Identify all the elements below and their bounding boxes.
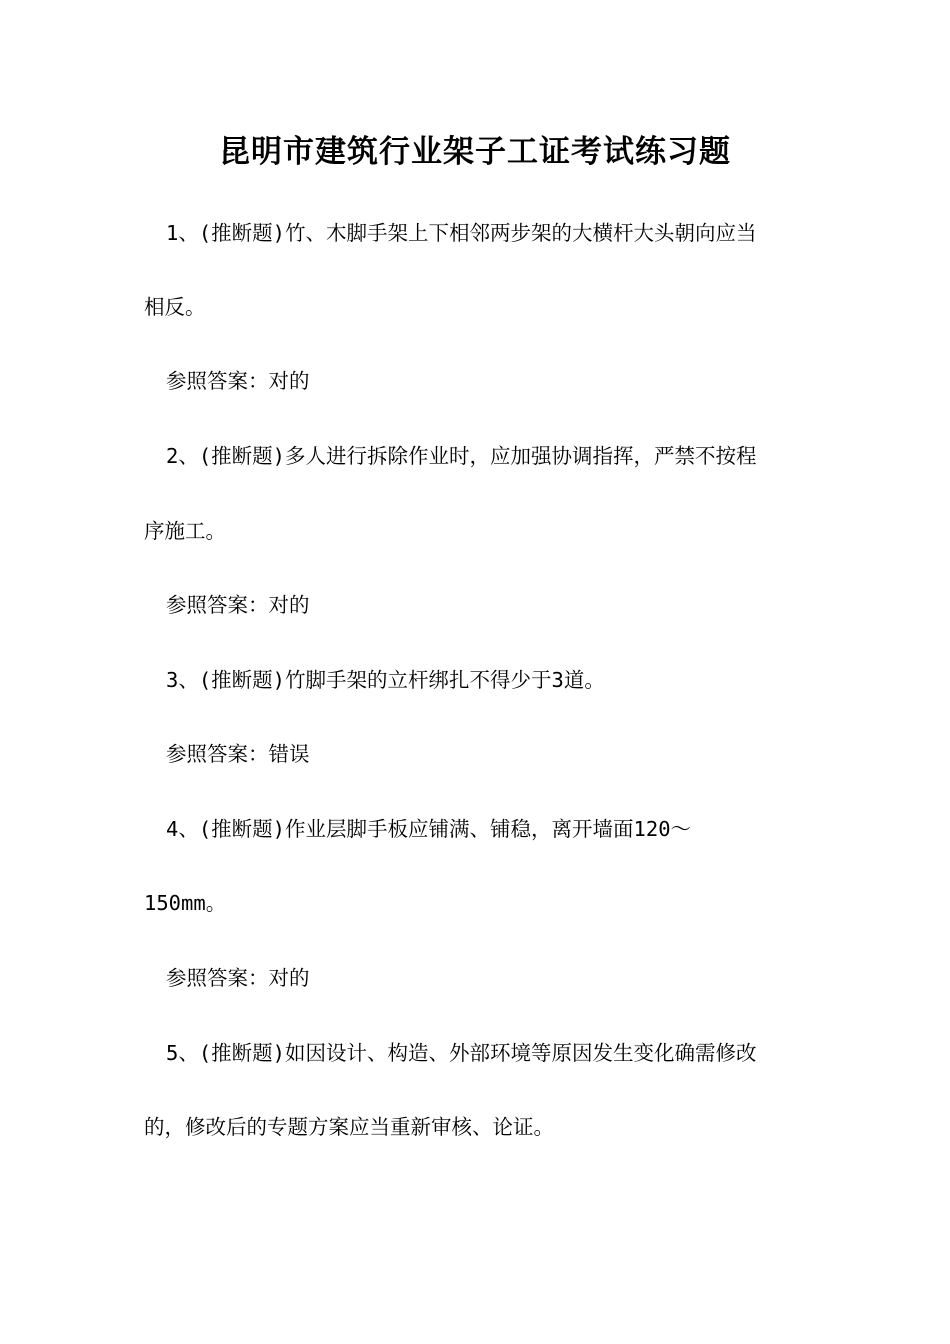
question-1-answer: 参照答案：对的 [166, 369, 310, 393]
question-1-line-2: 相反。 [144, 295, 206, 319]
question-4-answer: 参照答案：对的 [166, 966, 310, 990]
question-2-line-2: 序施工。 [144, 519, 226, 543]
question-3-line-1: 3、(推断题)竹脚手架的立杆绑扎不得少于3道。 [166, 668, 605, 692]
question-2-answer: 参照答案：对的 [166, 593, 310, 617]
question-3-answer: 参照答案：错误 [166, 742, 310, 766]
question-5-line-2: 的，修改后的专题方案应当重新审核、论证。 [144, 1115, 554, 1139]
question-5-line-1: 5、(推断题)如因设计、构造、外部环境等原因发生变化确需修改 [166, 1041, 757, 1065]
question-2-line-1: 2、(推断题)多人进行拆除作业时，应加强协调指挥，严禁不按程 [166, 444, 757, 468]
question-4-line-2: 150mm。 [144, 891, 227, 915]
question-1-line-1: 1、(推断题)竹、木脚手架上下相邻两步架的大横杆大头朝向应当 [166, 221, 757, 245]
document-title: 昆明市建筑行业架子工证考试练习题 [219, 134, 731, 170]
question-4-line-1: 4、(推断题)作业层脚手板应铺满、铺稳，离开墙面120～ [166, 817, 692, 841]
